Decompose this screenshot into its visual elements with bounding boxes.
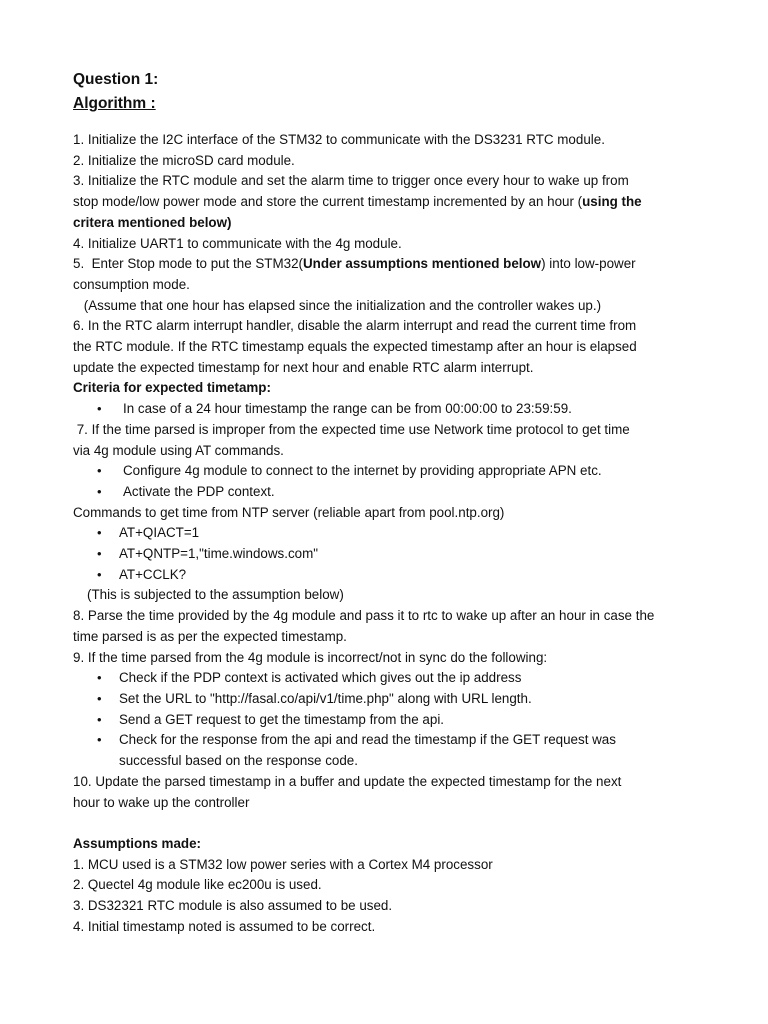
bullet-icon: • bbox=[97, 732, 102, 748]
step-3-line-3 bbox=[73, 213, 708, 234]
question-title: Question 1: bbox=[73, 71, 159, 88]
assumptions-title-text: Assumptions made: bbox=[73, 835, 201, 851]
step-9-bullet-4-text: Check for the response from the api and read the timestamp if the GET request was bbox=[119, 732, 616, 748]
step-3-bold: using the bbox=[582, 194, 642, 210]
commands-note: (This is subjected to the assumption below) bbox=[87, 587, 344, 603]
step-8-line-1: 8. Parse the time provided by the 4g module and pass it to rtc to wake up after an hour in case the bbox=[73, 608, 655, 624]
step-7-bullet-2 bbox=[73, 482, 708, 503]
algorithm-title: Algorithm : bbox=[73, 95, 156, 112]
step-7-line-2: via 4g module using AT commands. bbox=[73, 442, 284, 458]
assumptions-title bbox=[73, 834, 708, 855]
step-9-bullet-2-text: Set the URL to "http://fasal.co/api/v1/time.php" along with URL length. bbox=[119, 690, 532, 706]
assumption-3: 3. DS32321 RTC module is also assumed to be used. bbox=[73, 898, 393, 913]
blank-line bbox=[73, 813, 708, 834]
step-7-bullet-2-text: Activate the PDP context. bbox=[123, 483, 275, 499]
assumption-4: 4. Initial timestamp noted is assumed to be correct. bbox=[73, 918, 376, 934]
step-5-text: 5. Enter Stop mode to put the STM32( bbox=[73, 256, 303, 272]
spacer bbox=[73, 116, 708, 130]
algorithm-body bbox=[73, 130, 708, 937]
step-9-bullet-4 bbox=[73, 730, 708, 751]
command-3 bbox=[73, 565, 708, 586]
command-1-text: AT+QIACT=1 bbox=[119, 525, 200, 541]
bullet-icon: • bbox=[97, 690, 102, 706]
step-7-bullet-1 bbox=[73, 461, 708, 482]
criteria-bullet-text: In case of a 24 hour timestamp the range can be from 00:00:00 to 23:59:59. bbox=[123, 401, 572, 417]
bullet-icon: • bbox=[97, 463, 102, 479]
step-6-line-2: the RTC module. If the RTC timestamp equals the expected timestamp after an hour is elapsed bbox=[73, 339, 637, 355]
criteria-title-text: Criteria for expected timetamp: bbox=[73, 380, 271, 396]
step-4: 4. Initialize UART1 to communicate with the 4g module. bbox=[73, 235, 402, 251]
bullet-icon: • bbox=[97, 525, 102, 541]
step-2: 2. Initialize the microSD card module. bbox=[73, 152, 295, 168]
step-8-line-2: time parsed is as per the expected timestamp. bbox=[73, 628, 347, 644]
step-9-bullet-1-text: Check if the PDP context is activated which gives out the ip address bbox=[119, 670, 522, 686]
bullet-icon: • bbox=[97, 566, 102, 582]
step-9-bullet-3 bbox=[73, 710, 708, 731]
criteria-bullet-1 bbox=[73, 399, 708, 420]
step-9-bullet-2 bbox=[73, 689, 708, 710]
step-9: 9. If the time parsed from the 4g module is incorrect/not in sync do the following: bbox=[73, 649, 548, 665]
step-5-text-end: ) into low-power bbox=[541, 256, 636, 272]
step-10-line-1: 10. Update the parsed timestamp in a buffer and update the expected timestamp for the next bbox=[73, 773, 622, 789]
step-5-line-2: consumption mode. bbox=[73, 276, 190, 292]
step-3-line-2 bbox=[73, 192, 708, 213]
bullet-icon: • bbox=[97, 401, 102, 417]
step-3-line-1: 3. Initialize the RTC module and set the alarm time to trigger once every hour to wake up from bbox=[73, 173, 629, 189]
step-3-text: stop mode/low power mode and store the current timestamp incremented by an hour ( bbox=[73, 194, 583, 210]
step-6-line-1: 6. In the RTC alarm interrupt handler, disable the alarm interrupt and read the current time from bbox=[73, 318, 637, 334]
command-1 bbox=[73, 523, 708, 544]
step-7-bullet-1-text: Configure 4g module to connect to the internet by providing appropriate APN etc. bbox=[123, 463, 602, 479]
step-5-bold: Under assumptions mentioned below bbox=[303, 256, 542, 272]
command-2 bbox=[73, 544, 708, 565]
commands-intro: Commands to get time from NTP server (reliable apart from pool.ntp.org) bbox=[73, 504, 505, 520]
step-7-line-1: 7. If the time parsed is improper from the expected time use Network time protocol to get time bbox=[73, 421, 630, 437]
step-9-bullet-1 bbox=[73, 668, 708, 689]
command-2-text: AT+QNTP=1,"time.windows.com" bbox=[119, 546, 319, 562]
assumption-2: 2. Quectel 4g module like ec200u is used. bbox=[73, 877, 322, 893]
bullet-icon: • bbox=[97, 711, 102, 727]
bullet-icon: • bbox=[97, 546, 102, 562]
step-10-line-2: hour to wake up the controller bbox=[73, 794, 250, 810]
bullet-icon: • bbox=[97, 483, 102, 499]
step-6-line-3: update the expected timestamp for next hour and enable RTC alarm interrupt. bbox=[73, 359, 534, 375]
step-1: 1. Initialize the I2C interface of the STM32 to communicate with the DS3231 RTC module. bbox=[73, 132, 605, 147]
step-9-bullet-4-cont: successful based on the response code. bbox=[119, 753, 358, 769]
criteria-title bbox=[73, 378, 708, 399]
step-3-bold-cont: critera mentioned below) bbox=[73, 214, 232, 230]
step-5-line-1 bbox=[73, 254, 708, 275]
assumption-1: 1. MCU used is a STM32 low power series with a Cortex M4 processor bbox=[73, 856, 493, 872]
command-3-text: AT+CCLK? bbox=[119, 566, 187, 582]
bullet-icon: • bbox=[97, 670, 102, 686]
step-5-note: (Assume that one hour has elapsed since the initialization and the controller wakes up.) bbox=[80, 297, 602, 313]
step-9-bullet-3-text: Send a GET request to get the timestamp from the api. bbox=[119, 711, 445, 727]
